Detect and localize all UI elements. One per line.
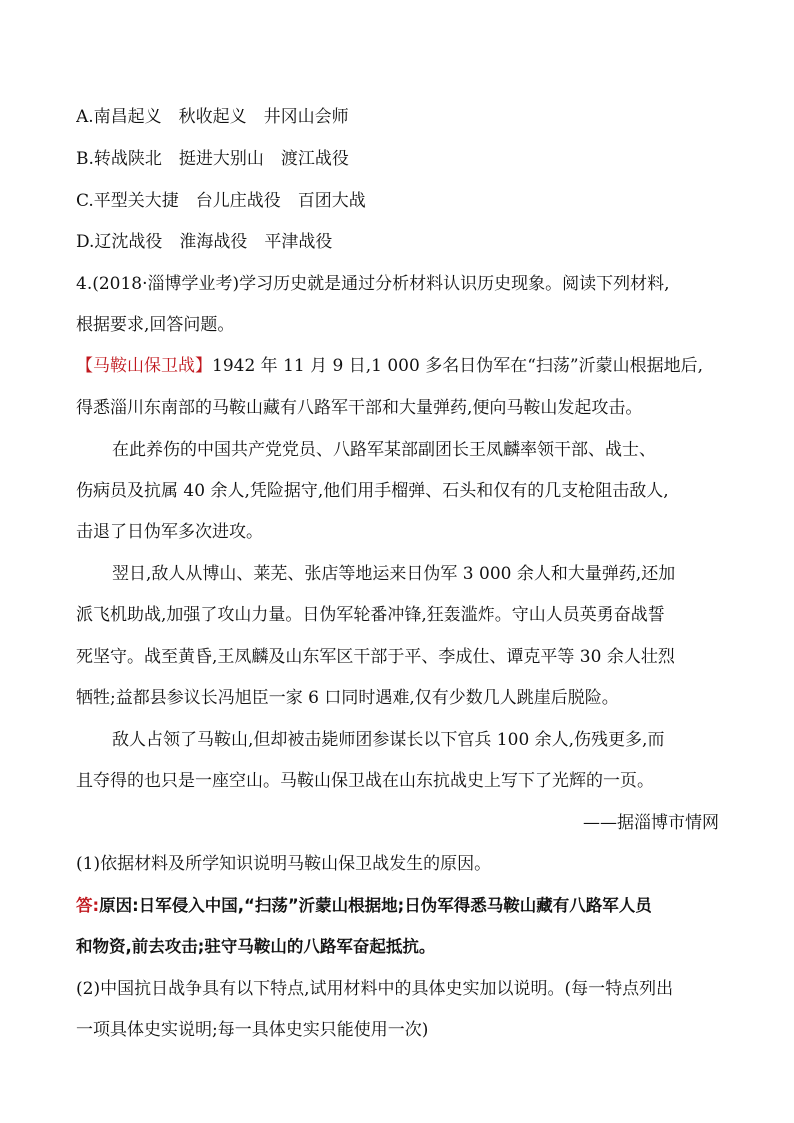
- material-paragraph-2-line3: 击退了日伪军多次进攻。: [76, 522, 263, 542]
- option-a: A.南昌起义 秋收起义 井冈山会师: [76, 107, 349, 127]
- material-paragraph-3-line2: 派飞机助战,加强了攻山力量。日伪军轮番冲锋,狂轰滥炸。守山人员英勇奋战誓: [76, 605, 665, 625]
- material-paragraph-1-line2: 得悉淄川东南部的马鞍山藏有八路军干部和大量弹药,便向马鞍山发起攻击。: [76, 398, 643, 418]
- material-paragraph-1-line1: [76, 354, 726, 378]
- material-paragraph-2-line2: 伤病员及抗属 40 余人,凭险据守,他们用手榴弹、石头和仅有的几支枪阻击敌人,: [76, 481, 669, 501]
- option-b: B.转战陕北 挺进大别山 渡江战役: [76, 149, 349, 169]
- option-d: D.辽沈战役 淮海战役 平津战役: [76, 232, 333, 252]
- material-tag: 【马鞍山保卫战】: [76, 356, 212, 376]
- answer-1-text: 原因:日军侵入中国,“扫荡”沂蒙山根据地;日伪军得悉马鞍山藏有八路军人员: [99, 896, 652, 915]
- sub-question-2-line2: 一项具体史实说明;每一具体史实只能使用一次): [76, 1020, 429, 1040]
- material-paragraph-3-line4: 牺牲;益都县参议长冯旭臣一家 6 口同时遇难,仅有少数几人跳崖后脱险。: [76, 688, 619, 708]
- answer-1-line2: 和物资,前去攻击;驻守马鞍山的八路军奋起抵抗。: [76, 937, 436, 956]
- material-source: ——据淄博市情网: [583, 813, 719, 833]
- answer-1-line1: [76, 894, 726, 918]
- material-paragraph-4-line1: 敌人占领了马鞍山,但却被击毙师团参谋长以下官兵 100 余人,伤残更多,而: [112, 730, 665, 750]
- material-paragraph-3-line1: 翌日,敌人从博山、莱芜、张店等地运来日伪军 3 000 余人和大量弹药,还加: [112, 564, 676, 584]
- sub-question-2-line1: (2)中国抗日战争具有以下特点,试用材料中的具体史实加以说明。(每一特点列出: [76, 979, 674, 999]
- option-c: C.平型关大捷 台儿庄战役 百团大战: [76, 191, 366, 211]
- question4-stem-line1: 4.(2018·淄博学业考)学习历史就是通过分析材料认识历史现象。阅读下列材料,: [76, 274, 670, 294]
- material-paragraph-3-line3: 死坚守。战至黄昏,王凤麟及山东军区干部于平、李成仕、谭克平等 30 余人壮烈: [76, 647, 675, 667]
- material-paragraph-2-line1: 在此养伤的中国共产党党员、八路军某部副团长王凤麟率领干部、战士、: [112, 440, 656, 460]
- sub-question-1: (1)依据材料及所学知识说明马鞍山保卫战发生的原因。: [76, 854, 492, 874]
- answer-label: 答:: [76, 896, 100, 915]
- material-p1-text: 1942 年 11 月 9 日,1 000 多名日伪军在“扫荡”沂蒙山根据地后,: [212, 356, 703, 376]
- material-paragraph-4-line2: 且夺得的也只是一座空山。马鞍山保卫战在山东抗战史上写下了光辉的一页。: [76, 771, 654, 791]
- question4-stem-line2: 根据要求,回答问题。: [76, 315, 235, 335]
